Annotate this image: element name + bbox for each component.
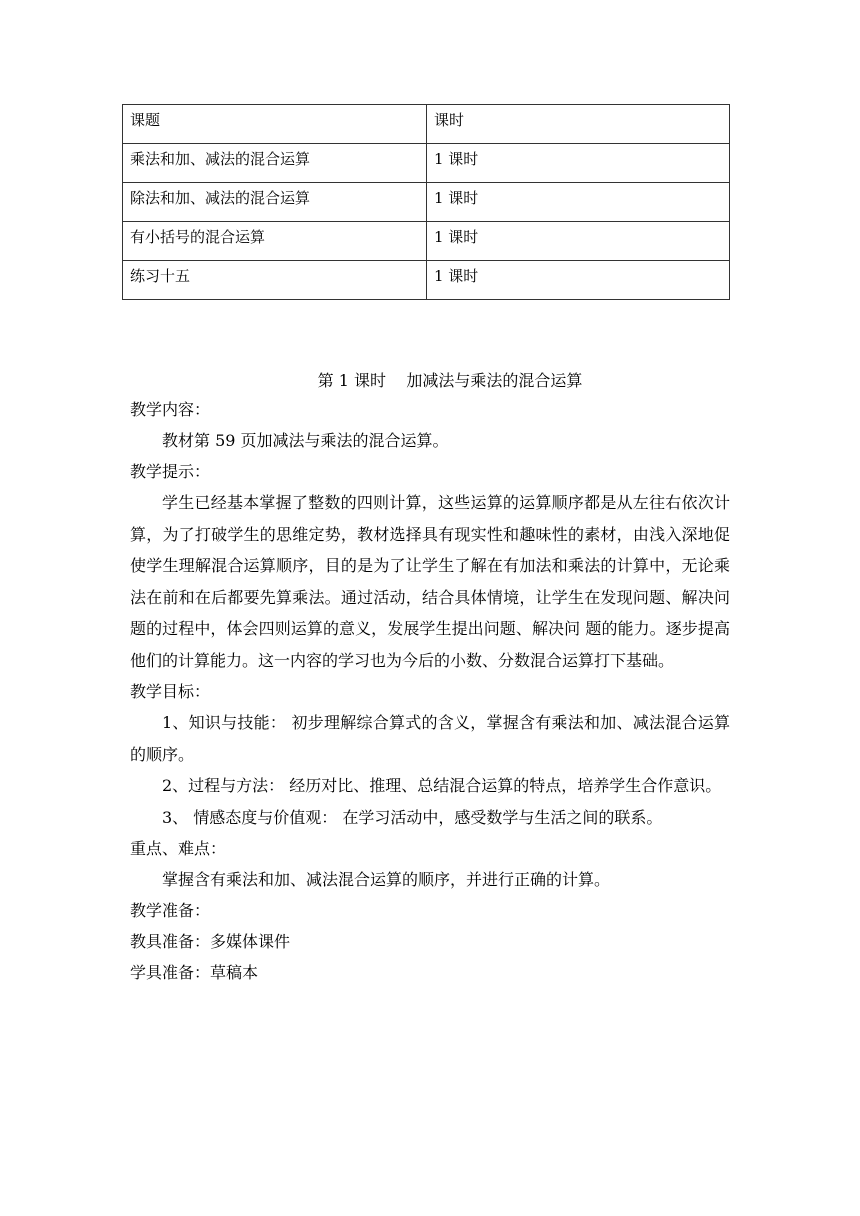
header-periods: 课时	[427, 105, 730, 144]
cell-topic: 练习十五	[123, 261, 427, 300]
table-row	[123, 183, 730, 222]
teacher-preparation: 教具准备：多媒体课件	[130, 932, 291, 951]
cell-periods: 1 课时	[427, 183, 730, 222]
cell-periods: 1 课时	[427, 222, 730, 261]
lesson-title: 第 1 课时 加减法与乘法的混合运算	[317, 371, 583, 390]
hint-heading: 教学提示：	[130, 462, 211, 481]
student-preparation: 学具准备：草稿本	[130, 963, 259, 982]
cell-topic: 有小括号的混合运算	[123, 222, 427, 261]
preparation-heading: 教学准备：	[130, 901, 211, 920]
content-heading: 教学内容：	[130, 400, 211, 419]
cell-topic: 乘法和加、减法的混合运算	[123, 144, 427, 183]
lesson-content	[130, 368, 730, 988]
goal-knowledge: 1、知识与技能： 初步理解综合算式的含义，掌握含有乘法和加、减法混合运算的顺序。	[130, 713, 730, 764]
cell-periods: 1 课时	[427, 261, 730, 300]
key-points-text: 掌握含有乘法和加、减法混合运算的顺序，并进行正确的计算。	[162, 870, 611, 889]
hint-paragraph: 学生已经基本掌握了整数的四则计算，这些运算的运算顺序都是从左往右依次计算，为了打破学生的思维定势，教材选择具有现实性和趣味性的素材，由浅入深地促使学生理解混合运算顺序，目的是为了让学生了解在有加法和乘法的计算中，无论乘法在前和在后都要先算乘法。通过活动，结合具体情境，让学生在发现问题、解决问题的过程中，体会四则运算的意义，发展学生提出问题、解决问 题的能力。逐步提高他们的计算能力。这一内容的学习也为今后的小数、分数混合运算打下基础。	[130, 493, 730, 670]
lesson-schedule-table	[122, 104, 730, 300]
table-row	[123, 222, 730, 261]
cell-topic: 除法和加、减法的混合运算	[123, 183, 427, 222]
content-text: 教材第 59 页加减法与乘法的混合运算。	[162, 431, 449, 450]
goal-attitude: 3、 情感态度与价值观： 在学习活动中，感受数学与生活之间的联系。	[162, 807, 663, 827]
table-header-row	[123, 105, 730, 144]
table-row	[123, 261, 730, 300]
goals-heading: 教学目标：	[130, 682, 211, 701]
goal-process: 2、过程与方法： 经历对比、推理、总结混合运算的特点，培养学生合作意识。	[162, 776, 722, 795]
cell-periods: 1 课时	[427, 144, 730, 183]
header-topic: 课题	[123, 105, 427, 144]
key-points-heading: 重点、难点：	[130, 839, 227, 858]
table-row	[123, 144, 730, 183]
